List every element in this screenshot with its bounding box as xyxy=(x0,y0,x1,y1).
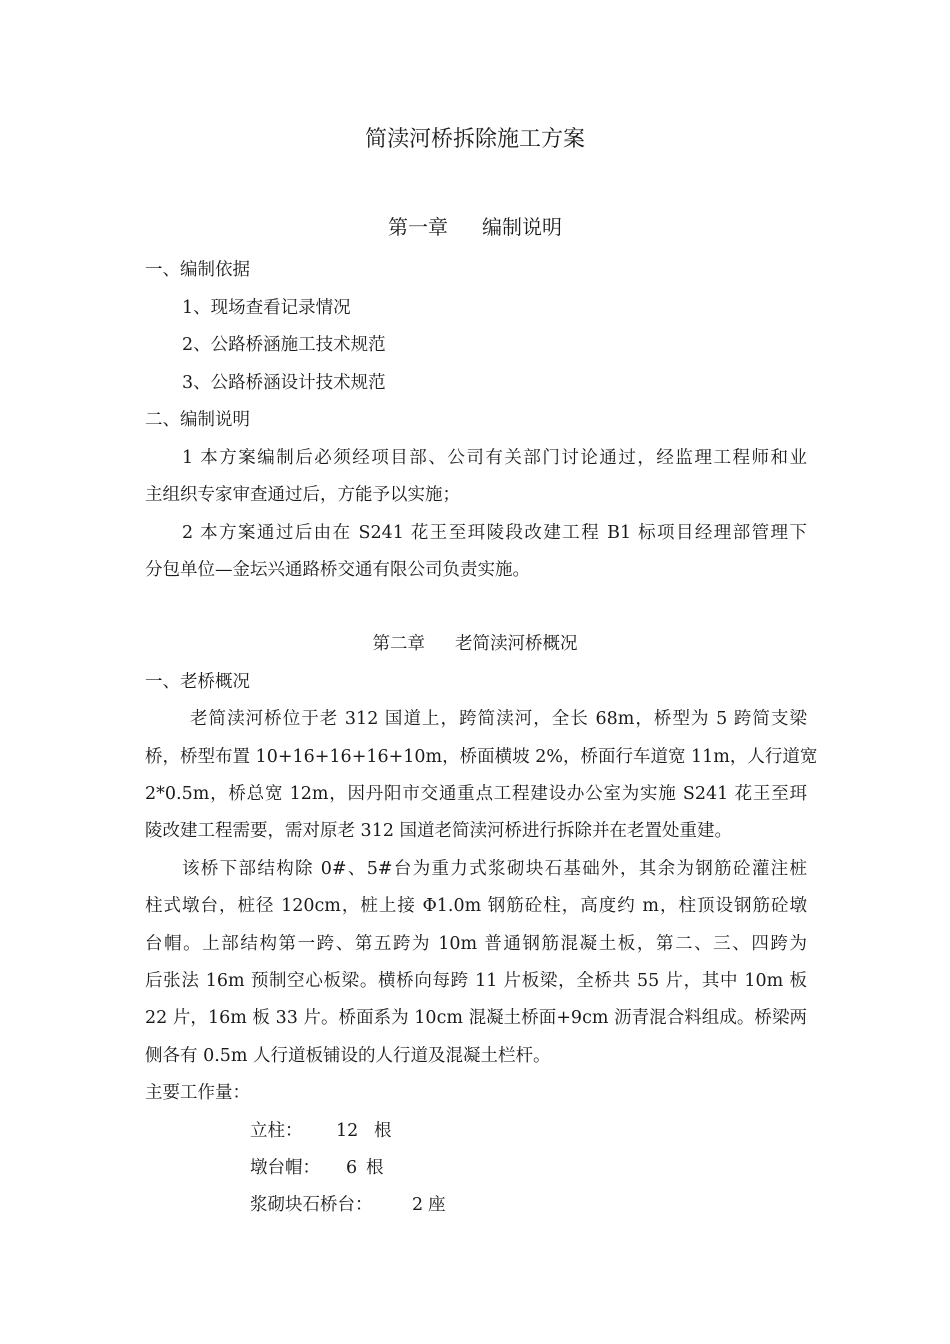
chapter-1-number: 第一章 xyxy=(388,215,448,239)
chapter-2-number: 第二章 xyxy=(372,634,425,654)
quantity-label: 立柱： xyxy=(250,1121,303,1141)
note-1-line-2: 主组织专家审查通过后，方能予以实施； xyxy=(145,485,460,505)
note-1-line-1: 1 本方案编制后必须经项目部、公司有关部门讨论通过，经监理工程师和业 xyxy=(182,448,807,468)
overview-p1-line-2: 桥，桥型布置 10+16+16+16+10m，桥面横坡 2%，桥面行车道宽 11m，人行道宽 xyxy=(145,747,818,767)
document-title: 简渎河桥拆除施工方案 xyxy=(364,127,585,152)
section-heading-overview: 一、老桥概况 xyxy=(145,672,250,692)
overview-p2-line-3: 台帽。上部结构第一跨、第五跨为 10m 普通钢筋混凝土板，第二、三、四跨为 xyxy=(145,934,807,954)
quantity-unit: 根 xyxy=(366,1158,384,1178)
basis-item-2: 2、公路桥涵施工技术规范 xyxy=(182,335,386,355)
quantity-row xyxy=(250,1156,384,1180)
chapter-1-heading xyxy=(0,213,950,241)
overview-p2-line-5: 22 片，16m 板 33 片。桥面系为 10cm 混凝土桥面+9cm 沥青混合料组成。桥梁两 xyxy=(145,1008,807,1028)
overview-p1-line-1: 老简渎河桥位于老 312 国道上，跨简渎河，全长 68m，桥型为 5 跨简支梁 xyxy=(190,709,807,729)
quantity-unit: 座 xyxy=(428,1195,446,1215)
note-2-line-1: 2 本方案通过后由在 S241 花王至珥陵段改建工程 B1 标项目经理部管理下 xyxy=(182,523,807,543)
section-heading-notes: 二、编制说明 xyxy=(145,410,250,430)
overview-p2-line-4: 后张法 16m 预制空心板梁。横桥向每跨 11 片板梁，全桥共 55 片，其中 10m 板 xyxy=(145,971,807,991)
basis-item-3: 3、公路桥涵设计技术规范 xyxy=(182,373,386,393)
chapter-1-name: 编制说明 xyxy=(482,215,562,239)
chapter-2-heading xyxy=(0,632,950,656)
chapter-2-name: 老简渎河桥概况 xyxy=(455,634,578,654)
quantity-row xyxy=(250,1119,392,1143)
note-2-line-2: 分包单位—金坛兴通路桥交通有限公司负责实施。 xyxy=(145,560,530,580)
overview-p2-line-2: 柱式墩台，桩径 120cm，桩上接 Φ1.0m 钢筋砼柱，高度约 m，柱顶设钢筋砼墩 xyxy=(145,896,807,916)
overview-p2-line-1: 该桥下部结构除 0#、5#台为重力式浆砌块石基础外，其余为钢筋砼灌注桩 xyxy=(182,859,807,879)
quantities-heading: 主要工作量： xyxy=(145,1083,250,1103)
quantity-value: 6 xyxy=(346,1158,358,1178)
quantity-unit: 根 xyxy=(374,1121,392,1141)
quantity-row xyxy=(250,1193,446,1217)
overview-p1-line-3: 2*0.5m，桥总宽 12m，因丹阳市交通重点工程建设办公室为实施 S241 花王至珥 xyxy=(145,784,807,804)
quantity-label: 浆砌块石桥台： xyxy=(250,1195,373,1215)
overview-p1-line-4: 陵改建工程需要，需对原老 312 国道老简渎河桥进行拆除并在老置处重建。 xyxy=(145,821,733,841)
overview-p2-line-6: 侧各有 0.5m 人行道板铺设的人行道及混凝土栏杆。 xyxy=(145,1046,551,1066)
quantity-value: 2 xyxy=(412,1195,424,1215)
basis-item-1: 1、现场查看记录情况 xyxy=(182,298,351,318)
quantity-label: 墩台帽： xyxy=(250,1158,320,1178)
section-heading-basis: 一、编制依据 xyxy=(145,260,250,280)
quantity-value: 12 xyxy=(336,1121,359,1141)
